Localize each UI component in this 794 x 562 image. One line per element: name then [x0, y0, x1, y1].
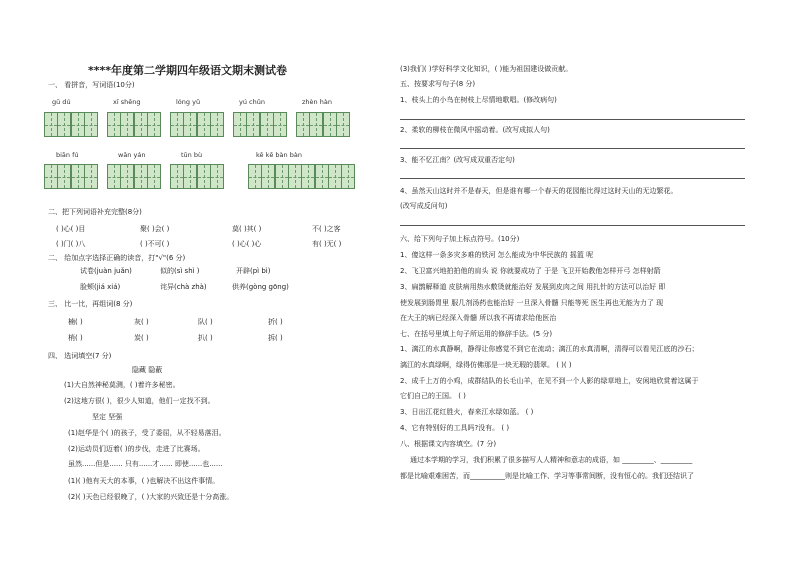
compare-6: 炭( )	[134, 334, 149, 342]
idiom-5: ( )门( )八	[56, 240, 86, 248]
fill-q3: (1)赵华是个( )的孩子，受了委屈，从不轻易落泪。	[68, 429, 226, 437]
section6-heading: 六、给下列句子加上标点符号。(10分)	[400, 235, 520, 243]
pinyin-7: wān yán	[118, 151, 146, 159]
rewrite-q1: 1、枝头上的小鸟在树枝上尽情地歌唱。(修改病句)	[400, 96, 557, 104]
page-title: ****年度第二学期四年级语文期末测试卷	[88, 64, 288, 77]
writing-grid-9[interactable]	[248, 164, 355, 189]
rewrite-q3: 3、能不忆江南？(改写成双重否定句)	[400, 156, 515, 164]
idiom-7: ( )心( )心	[232, 240, 262, 248]
answer-line-2[interactable]	[400, 148, 745, 149]
punct-3c: 在大王的病已经深入骨髓 所以我不再请求给他医治	[400, 314, 557, 322]
word-pair-1: 隐藏 隐蔽	[132, 366, 163, 374]
rhetoric-4: 4、它有特别好的工具吗?没有。 ( )	[400, 424, 510, 432]
section1-heading: 一、 看拼音，写词语(10分)	[48, 81, 135, 89]
writing-grid-8[interactable]	[170, 164, 223, 189]
rewrite-q4: 4、虽然天山这时并不是春天，但是谁有哪一个春天的花园能比得过这时天山的无边繁花。	[400, 187, 678, 195]
compare-8: 拆( )	[268, 334, 283, 342]
fill-q2: (2)这地方很( )，很少人知道，他们一定找不到。	[64, 397, 215, 405]
reading-5: 诧异(chà zhà)	[160, 283, 207, 291]
pinyin-1: gū dú	[52, 98, 71, 106]
idiom-6: ( )不可( )	[140, 240, 170, 248]
fill-q6: (2)( )天色已经很晚了，( )大家的兴致还是十分高涨。	[68, 493, 234, 501]
punct-3b: 使发展到肠胃里 服几剂汤药也能治好 一旦深入骨髓 只能等死 医生再也无能为力了 现	[400, 299, 664, 307]
fill-q4: (2)运动员们迈着( )的步伐，走进了比赛场。	[68, 445, 205, 453]
writing-grid-6[interactable]	[44, 164, 97, 189]
pinyin-2: xī shēng	[113, 98, 141, 106]
compare-2: 灰( )	[134, 318, 149, 326]
section7-heading: 七、在括号里填上句子所运用的修辞手法。(5 分)	[400, 330, 553, 338]
rhetoric-1a: 1、漓江的水真静啊，静得让你感觉不到它在流动；漓江的水真清啊，清得可以看见江底的沙石；	[400, 345, 699, 353]
writing-grid-4[interactable]	[233, 112, 286, 137]
compare-1: 楠( )	[68, 318, 83, 326]
fill-q5: (1)( )他有天大的本事，( )也解决不出这件事情。	[68, 477, 220, 485]
writing-grid-2[interactable]	[107, 112, 160, 137]
pinyin-4: yú chǔn	[239, 98, 265, 106]
writing-grid-7[interactable]	[107, 164, 160, 189]
pinyin-9: kě kē bàn bàn	[256, 151, 302, 159]
rhetoric-2b: 它们自己的王国。 ( )	[400, 392, 466, 400]
writing-grid-1[interactable]	[44, 112, 97, 137]
answer-line-3[interactable]	[400, 178, 745, 179]
compare-5: 梢( )	[68, 334, 83, 342]
pinyin-5: zhèn hàn	[302, 98, 332, 106]
section4-heading: 三、 比一比，再组词(8 分)	[48, 300, 133, 308]
fill-q7: (3)我们( )学好科学文化知识，( )能为祖国建设做贡献。	[400, 65, 573, 73]
section3-heading: 二、 给加点字选择正确的读音，打"√"(6 分)	[48, 254, 186, 262]
section5-heading: 四、 选词填空(7 分)	[48, 352, 112, 360]
section2-heading: 二、把下列词语补充完整(8分)	[48, 208, 142, 216]
section5-sentences-heading: 五、按要求写句子(8 分)	[400, 80, 476, 88]
idiom-1: ( )心( )目	[56, 225, 86, 233]
pinyin-6: biān fú	[56, 151, 79, 159]
punct-1: 1、傻这样一条多灾多难的铁河 怎么能成为中华民族的 摇篮 呢	[400, 251, 594, 259]
answer-line-4[interactable]	[400, 225, 745, 226]
conjunction-options: 虽然......但是...... 只有......才...... 即使......也......	[68, 460, 223, 468]
reading-4: 脸颊(jiá xiá)	[80, 283, 121, 291]
section8-heading: 八、根据课文内容填空。(7 分)	[400, 440, 497, 448]
reading-6: 供养(gòng gōng)	[232, 283, 289, 291]
rewrite-q2: 2、柔软的柳枝在微风中摇动着。(改写成拟人句)	[400, 126, 550, 134]
compare-7: 扒( )	[198, 334, 213, 342]
punct-3a: 3、扁鹊解释道 皮肤病用热水敷烫就能治好 发展到皮肉之间 用扎针的方法可以治好 即	[400, 283, 666, 291]
rhetoric-2a: 2、成千上万的小鸡，成群结队的长毛山羊，在见不到一个人影的绿草地上，安闲地欣赏着这属于	[400, 377, 699, 385]
word-pair-2: 坚定 坚强	[92, 413, 123, 421]
writing-grid-5[interactable]	[296, 112, 349, 137]
rhetoric-1b: 漓江的水真绿啊，绿得仿佛那是一块无瑕的翡翠。 ( )( )	[400, 361, 572, 369]
writing-grid-3[interactable]	[170, 112, 223, 137]
idiom-8: 有( )无( )	[312, 240, 342, 248]
pinyin-8: tūn bù	[181, 151, 203, 159]
compare-4: 折( )	[268, 318, 283, 326]
reading-3: 开辟(pì bì)	[236, 267, 271, 275]
idiom-3: 莫( )其( )	[232, 225, 262, 233]
fill-q1: (1)大自然神秘莫测，( )着许多秘密。	[64, 381, 180, 389]
idiom-4: 不( )之客	[312, 225, 341, 233]
recall-1: 通过本学期的学习，我们积累了很多描写人人精神和意志的成语，如 _________、_________	[410, 456, 693, 464]
idiom-2: 聚( )会( )	[140, 225, 170, 233]
answer-line-1[interactable]	[400, 119, 745, 120]
rewrite-q4-instruction: (改写成反问句)	[400, 202, 448, 210]
punct-2: 2、飞卫富兴地拍拍他的肩头 说 你就要成功了 于是 飞卫开始教他怎样开弓 怎样射箭	[400, 267, 661, 275]
rhetoric-3: 3、日出江花红胜火，春来江水绿如蓝。 ( )	[400, 408, 534, 416]
reading-1: 试卷(juàn juǎn)	[80, 267, 132, 275]
recall-2: 都是比喻艰难困苦，而__________则是比喻工作、学习等事常间断，没有恒心的。我们还结识了	[400, 472, 694, 480]
compare-3: 队( )	[198, 318, 213, 326]
reading-2: 似的(sì shì )	[160, 267, 200, 275]
pinyin-3: lóng yǔ	[176, 98, 201, 106]
